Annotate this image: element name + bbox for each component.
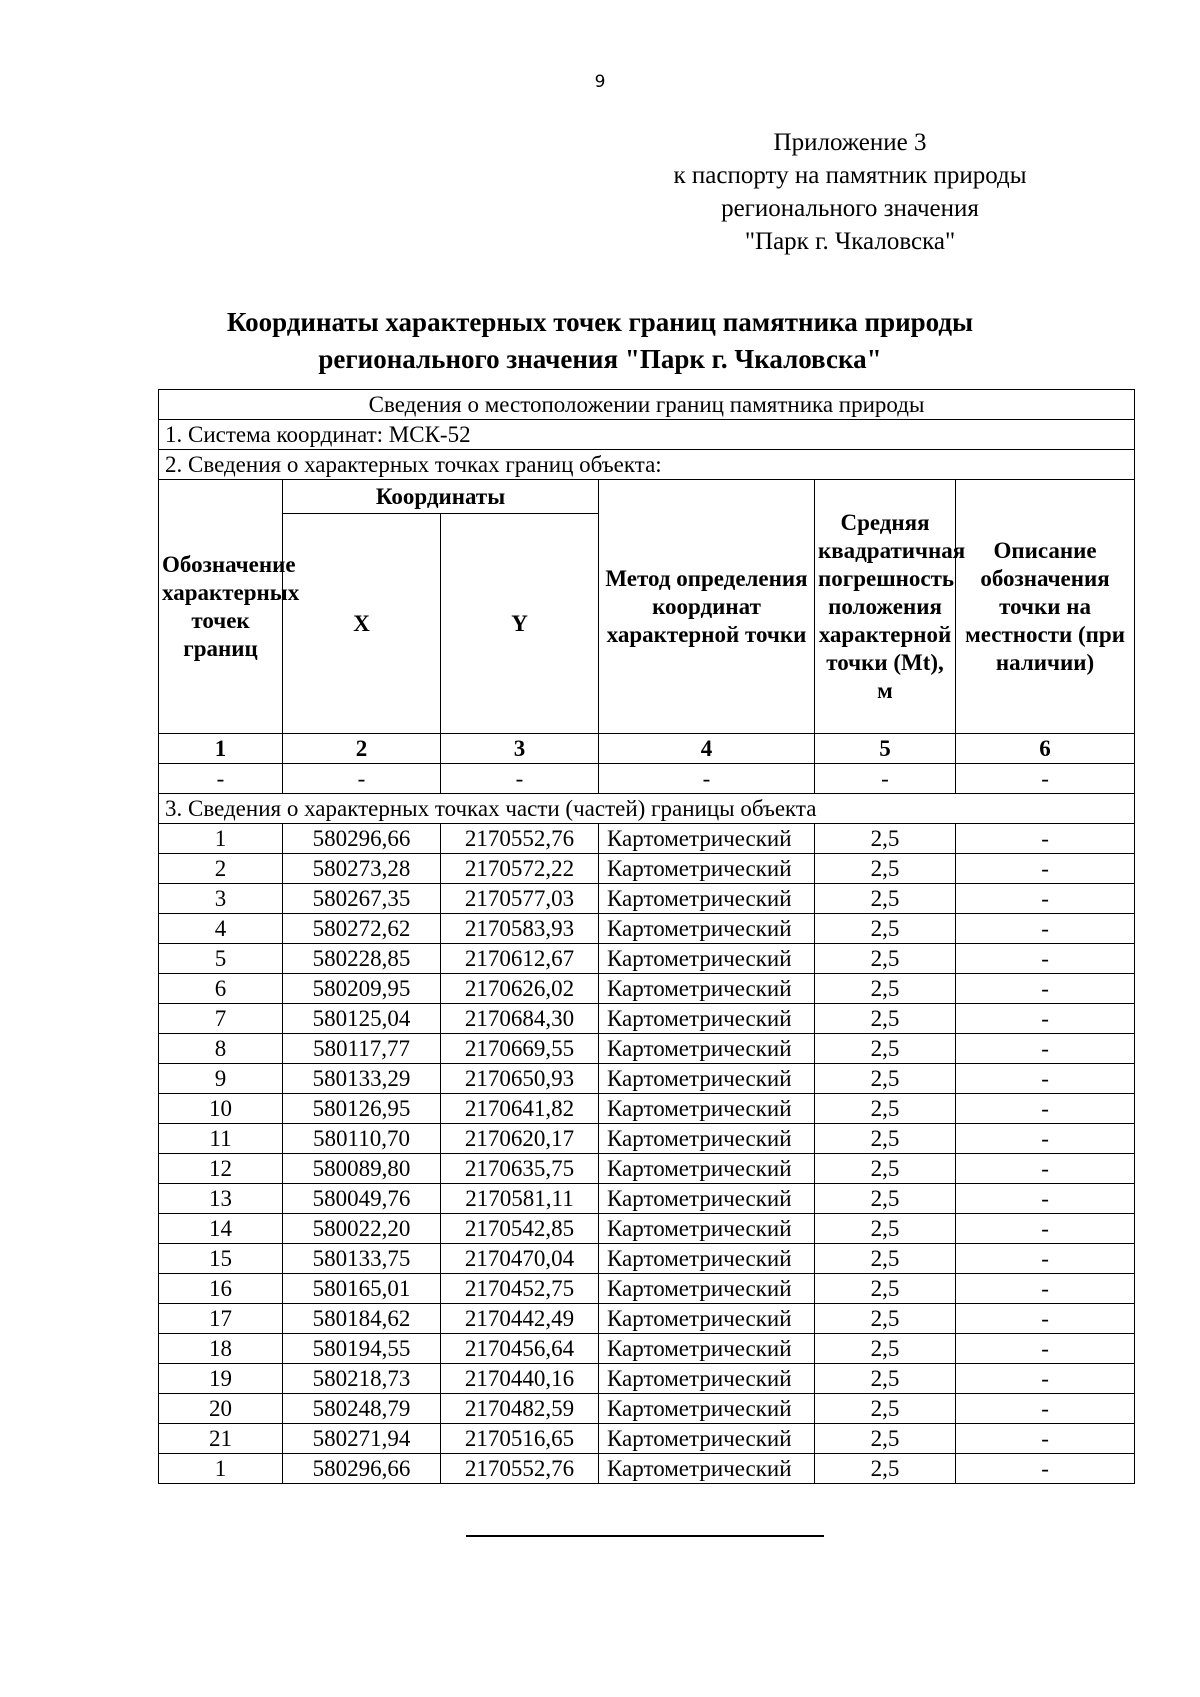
description-cell: -: [956, 1094, 1135, 1124]
x-coordinate-cell: 580022,20: [283, 1214, 441, 1244]
y-coordinate-cell: 2170516,65: [441, 1424, 599, 1454]
description-cell: -: [956, 884, 1135, 914]
point-number-cell: 9: [159, 1064, 283, 1094]
x-coordinate-cell: 580209,95: [283, 974, 441, 1004]
table-row: [159, 824, 1135, 854]
point-number-cell: 11: [159, 1124, 283, 1154]
y-coordinate-cell: 2170442,49: [441, 1304, 599, 1334]
y-coordinate-cell: 2170552,76: [441, 824, 599, 854]
column-number: 5: [815, 734, 956, 764]
empty-cell: -: [441, 764, 599, 794]
table-row: [159, 1214, 1135, 1244]
x-coordinate-cell: 580133,29: [283, 1064, 441, 1094]
point-number-cell: 6: [159, 974, 283, 1004]
empty-cell: -: [599, 764, 815, 794]
empty-cell: -: [159, 764, 283, 794]
header-error: Средняя квадратичная погрешность положения характерной точки (Mt), м: [815, 480, 956, 734]
method-cell: Картометрический: [599, 1454, 815, 1484]
table-row: [159, 1244, 1135, 1274]
error-value-cell: 2,5: [815, 914, 956, 944]
coordinate-system-row: 1. Система координат: МСК-52: [159, 420, 1135, 450]
title-line: регионального значения "Парк г. Чкаловска": [318, 344, 882, 374]
description-cell: -: [956, 1004, 1135, 1034]
point-number-cell: 7: [159, 1004, 283, 1034]
y-coordinate-cell: 2170650,93: [441, 1064, 599, 1094]
table-caption: Сведения о местоположении границ памятника природы: [159, 390, 1135, 420]
x-coordinate-cell: 580296,66: [283, 1454, 441, 1484]
table-row: [159, 884, 1135, 914]
table-row: [159, 914, 1135, 944]
point-number-cell: 15: [159, 1244, 283, 1274]
error-value-cell: 2,5: [815, 1004, 956, 1034]
error-value-cell: 2,5: [815, 1454, 956, 1484]
point-number-cell: 18: [159, 1334, 283, 1364]
x-coordinate-cell: 580273,28: [283, 854, 441, 884]
page-number: 9: [594, 72, 606, 92]
x-coordinate-cell: 580126,95: [283, 1094, 441, 1124]
y-coordinate-cell: 2170635,75: [441, 1154, 599, 1184]
x-coordinate-cell: 580267,35: [283, 884, 441, 914]
method-cell: Картометрический: [599, 824, 815, 854]
y-coordinate-cell: 2170684,30: [441, 1004, 599, 1034]
method-cell: Картометрический: [599, 1334, 815, 1364]
method-cell: Картометрический: [599, 1034, 815, 1064]
x-coordinate-cell: 580049,76: [283, 1184, 441, 1214]
appendix-line: Приложение 3: [773, 129, 927, 156]
error-value-cell: 2,5: [815, 1424, 956, 1454]
column-number: 2: [283, 734, 441, 764]
table-row: [159, 1094, 1135, 1124]
method-cell: Картометрический: [599, 1184, 815, 1214]
description-cell: -: [956, 1124, 1135, 1154]
error-value-cell: 2,5: [815, 1064, 956, 1094]
point-number-cell: 10: [159, 1094, 283, 1124]
empty-data-row: [159, 764, 1135, 794]
error-value-cell: 2,5: [815, 1154, 956, 1184]
empty-cell: -: [815, 764, 956, 794]
method-cell: Картометрический: [599, 1154, 815, 1184]
description-cell: -: [956, 1064, 1135, 1094]
method-cell: Картометрический: [599, 1274, 815, 1304]
x-coordinate-cell: 580133,75: [283, 1244, 441, 1274]
table-row: [159, 1124, 1135, 1154]
method-cell: Картометрический: [599, 914, 815, 944]
method-cell: Картометрический: [599, 944, 815, 974]
header-description: Описание обозначения точки на местности (при наличии): [956, 480, 1135, 734]
error-value-cell: 2,5: [815, 1094, 956, 1124]
description-cell: -: [956, 824, 1135, 854]
description-cell: -: [956, 1364, 1135, 1394]
y-coordinate-cell: 2170440,16: [441, 1364, 599, 1394]
description-cell: -: [956, 1244, 1135, 1274]
table-row: [159, 1364, 1135, 1394]
y-coordinate-cell: 2170581,11: [441, 1184, 599, 1214]
table-row: [159, 1274, 1135, 1304]
description-cell: -: [956, 944, 1135, 974]
x-coordinate-cell: 580218,73: [283, 1364, 441, 1394]
point-number-cell: 19: [159, 1364, 283, 1394]
x-coordinate-cell: 580272,62: [283, 914, 441, 944]
error-value-cell: 2,5: [815, 1214, 956, 1244]
point-number-cell: 14: [159, 1214, 283, 1244]
x-coordinate-cell: 580296,66: [283, 824, 441, 854]
error-value-cell: 2,5: [815, 1124, 956, 1154]
y-coordinate-cell: 2170456,64: [441, 1334, 599, 1364]
point-number-cell: 2: [159, 854, 283, 884]
table-row: [159, 1034, 1135, 1064]
error-value-cell: 2,5: [815, 1274, 956, 1304]
appendix-line: к паспорту на памятник природы: [673, 162, 1027, 189]
description-cell: -: [956, 974, 1135, 1004]
y-coordinate-cell: 2170626,02: [441, 974, 599, 1004]
description-cell: -: [956, 1214, 1135, 1244]
y-coordinate-cell: 2170452,75: [441, 1274, 599, 1304]
table-row: [159, 1064, 1135, 1094]
y-coordinate-cell: 2170669,55: [441, 1034, 599, 1064]
point-number-cell: 8: [159, 1034, 283, 1064]
y-coordinate-cell: 2170583,93: [441, 914, 599, 944]
description-cell: -: [956, 1424, 1135, 1454]
error-value-cell: 2,5: [815, 884, 956, 914]
x-coordinate-cell: 580248,79: [283, 1394, 441, 1424]
error-value-cell: 2,5: [815, 944, 956, 974]
boundary-points-section: 2. Сведения о характерных точках границ объекта:: [159, 450, 1135, 480]
y-coordinate-cell: 2170572,22: [441, 854, 599, 884]
description-cell: -: [956, 1034, 1135, 1064]
error-value-cell: 2,5: [815, 1034, 956, 1064]
column-number: 4: [599, 734, 815, 764]
header-y: Y: [441, 514, 599, 734]
title-line: Координаты характерных точек границ памятника природы: [226, 307, 974, 337]
table-row: [159, 1394, 1135, 1424]
table-row: [159, 1184, 1135, 1214]
table-row: [159, 1154, 1135, 1184]
end-divider: [466, 1535, 824, 1537]
table-row: [159, 974, 1135, 1004]
description-cell: -: [956, 1394, 1135, 1424]
empty-cell: -: [956, 764, 1135, 794]
appendix-note: [590, 126, 1110, 258]
error-value-cell: 2,5: [815, 1334, 956, 1364]
method-cell: Картометрический: [599, 1424, 815, 1454]
x-coordinate-cell: 580125,04: [283, 1004, 441, 1034]
error-value-cell: 2,5: [815, 974, 956, 1004]
x-coordinate-cell: 580194,55: [283, 1334, 441, 1364]
header-x: X: [283, 514, 441, 734]
point-number-cell: 4: [159, 914, 283, 944]
point-number-cell: 21: [159, 1424, 283, 1454]
method-cell: Картометрический: [599, 1214, 815, 1244]
method-cell: Картометрический: [599, 854, 815, 884]
header-method: Метод определения координат характерной точки: [599, 480, 815, 734]
method-cell: Картометрический: [599, 1064, 815, 1094]
x-coordinate-cell: 580165,01: [283, 1274, 441, 1304]
table-row: [159, 1424, 1135, 1454]
header-coordinates: Координаты: [283, 480, 599, 514]
y-coordinate-cell: 2170470,04: [441, 1244, 599, 1274]
document-title: [150, 304, 1050, 378]
error-value-cell: 2,5: [815, 1244, 956, 1274]
method-cell: Картометрический: [599, 1124, 815, 1154]
y-coordinate-cell: 2170620,17: [441, 1124, 599, 1154]
table-row: [159, 1304, 1135, 1334]
column-number: 1: [159, 734, 283, 764]
method-cell: Картометрический: [599, 1364, 815, 1394]
table-row: [159, 854, 1135, 884]
method-cell: Картометрический: [599, 1244, 815, 1274]
x-coordinate-cell: 580110,70: [283, 1124, 441, 1154]
method-cell: Картометрический: [599, 1394, 815, 1424]
error-value-cell: 2,5: [815, 1304, 956, 1334]
point-number-cell: 20: [159, 1394, 283, 1424]
x-coordinate-cell: 580228,85: [283, 944, 441, 974]
appendix-line: "Парк г. Чкаловска": [744, 228, 956, 255]
method-cell: Картометрический: [599, 1304, 815, 1334]
coordinates-table: [158, 389, 1135, 1484]
x-coordinate-cell: 580089,80: [283, 1154, 441, 1184]
method-cell: Картометрический: [599, 1004, 815, 1034]
error-value-cell: 2,5: [815, 824, 956, 854]
description-cell: -: [956, 1454, 1135, 1484]
appendix-line: регионального значения: [721, 195, 979, 222]
y-coordinate-cell: 2170542,85: [441, 1214, 599, 1244]
error-value-cell: 2,5: [815, 1184, 956, 1214]
error-value-cell: 2,5: [815, 1394, 956, 1424]
method-cell: Картометрический: [599, 884, 815, 914]
table-row: [159, 1004, 1135, 1034]
method-cell: Картометрический: [599, 974, 815, 1004]
point-number-cell: 1: [159, 1454, 283, 1484]
header-designation: Обозначение характерных точек границ: [159, 480, 283, 734]
description-cell: -: [956, 1304, 1135, 1334]
empty-cell: -: [283, 764, 441, 794]
point-number-cell: 1: [159, 824, 283, 854]
column-number: 6: [956, 734, 1135, 764]
description-cell: -: [956, 1334, 1135, 1364]
y-coordinate-cell: 2170577,03: [441, 884, 599, 914]
part-boundary-section: 3. Сведения о характерных точках части (частей) границы объекта: [159, 794, 1135, 824]
point-number-cell: 17: [159, 1304, 283, 1334]
description-cell: -: [956, 1184, 1135, 1214]
table-row: [159, 944, 1135, 974]
point-number-cell: 3: [159, 884, 283, 914]
y-coordinate-cell: 2170612,67: [441, 944, 599, 974]
x-coordinate-cell: 580117,77: [283, 1034, 441, 1064]
point-number-cell: 13: [159, 1184, 283, 1214]
column-numbers-row: [159, 734, 1135, 764]
error-value-cell: 2,5: [815, 854, 956, 884]
description-cell: -: [956, 854, 1135, 884]
point-number-cell: 12: [159, 1154, 283, 1184]
method-cell: Картометрический: [599, 1094, 815, 1124]
error-value-cell: 2,5: [815, 1364, 956, 1394]
point-number-cell: 5: [159, 944, 283, 974]
table-row: [159, 1334, 1135, 1364]
description-cell: -: [956, 914, 1135, 944]
description-cell: -: [956, 1274, 1135, 1304]
column-number: 3: [441, 734, 599, 764]
table-row: [159, 1454, 1135, 1484]
x-coordinate-cell: 580184,62: [283, 1304, 441, 1334]
point-number-cell: 16: [159, 1274, 283, 1304]
y-coordinate-cell: 2170641,82: [441, 1094, 599, 1124]
description-cell: -: [956, 1154, 1135, 1184]
x-coordinate-cell: 580271,94: [283, 1424, 441, 1454]
y-coordinate-cell: 2170552,76: [441, 1454, 599, 1484]
y-coordinate-cell: 2170482,59: [441, 1394, 599, 1424]
